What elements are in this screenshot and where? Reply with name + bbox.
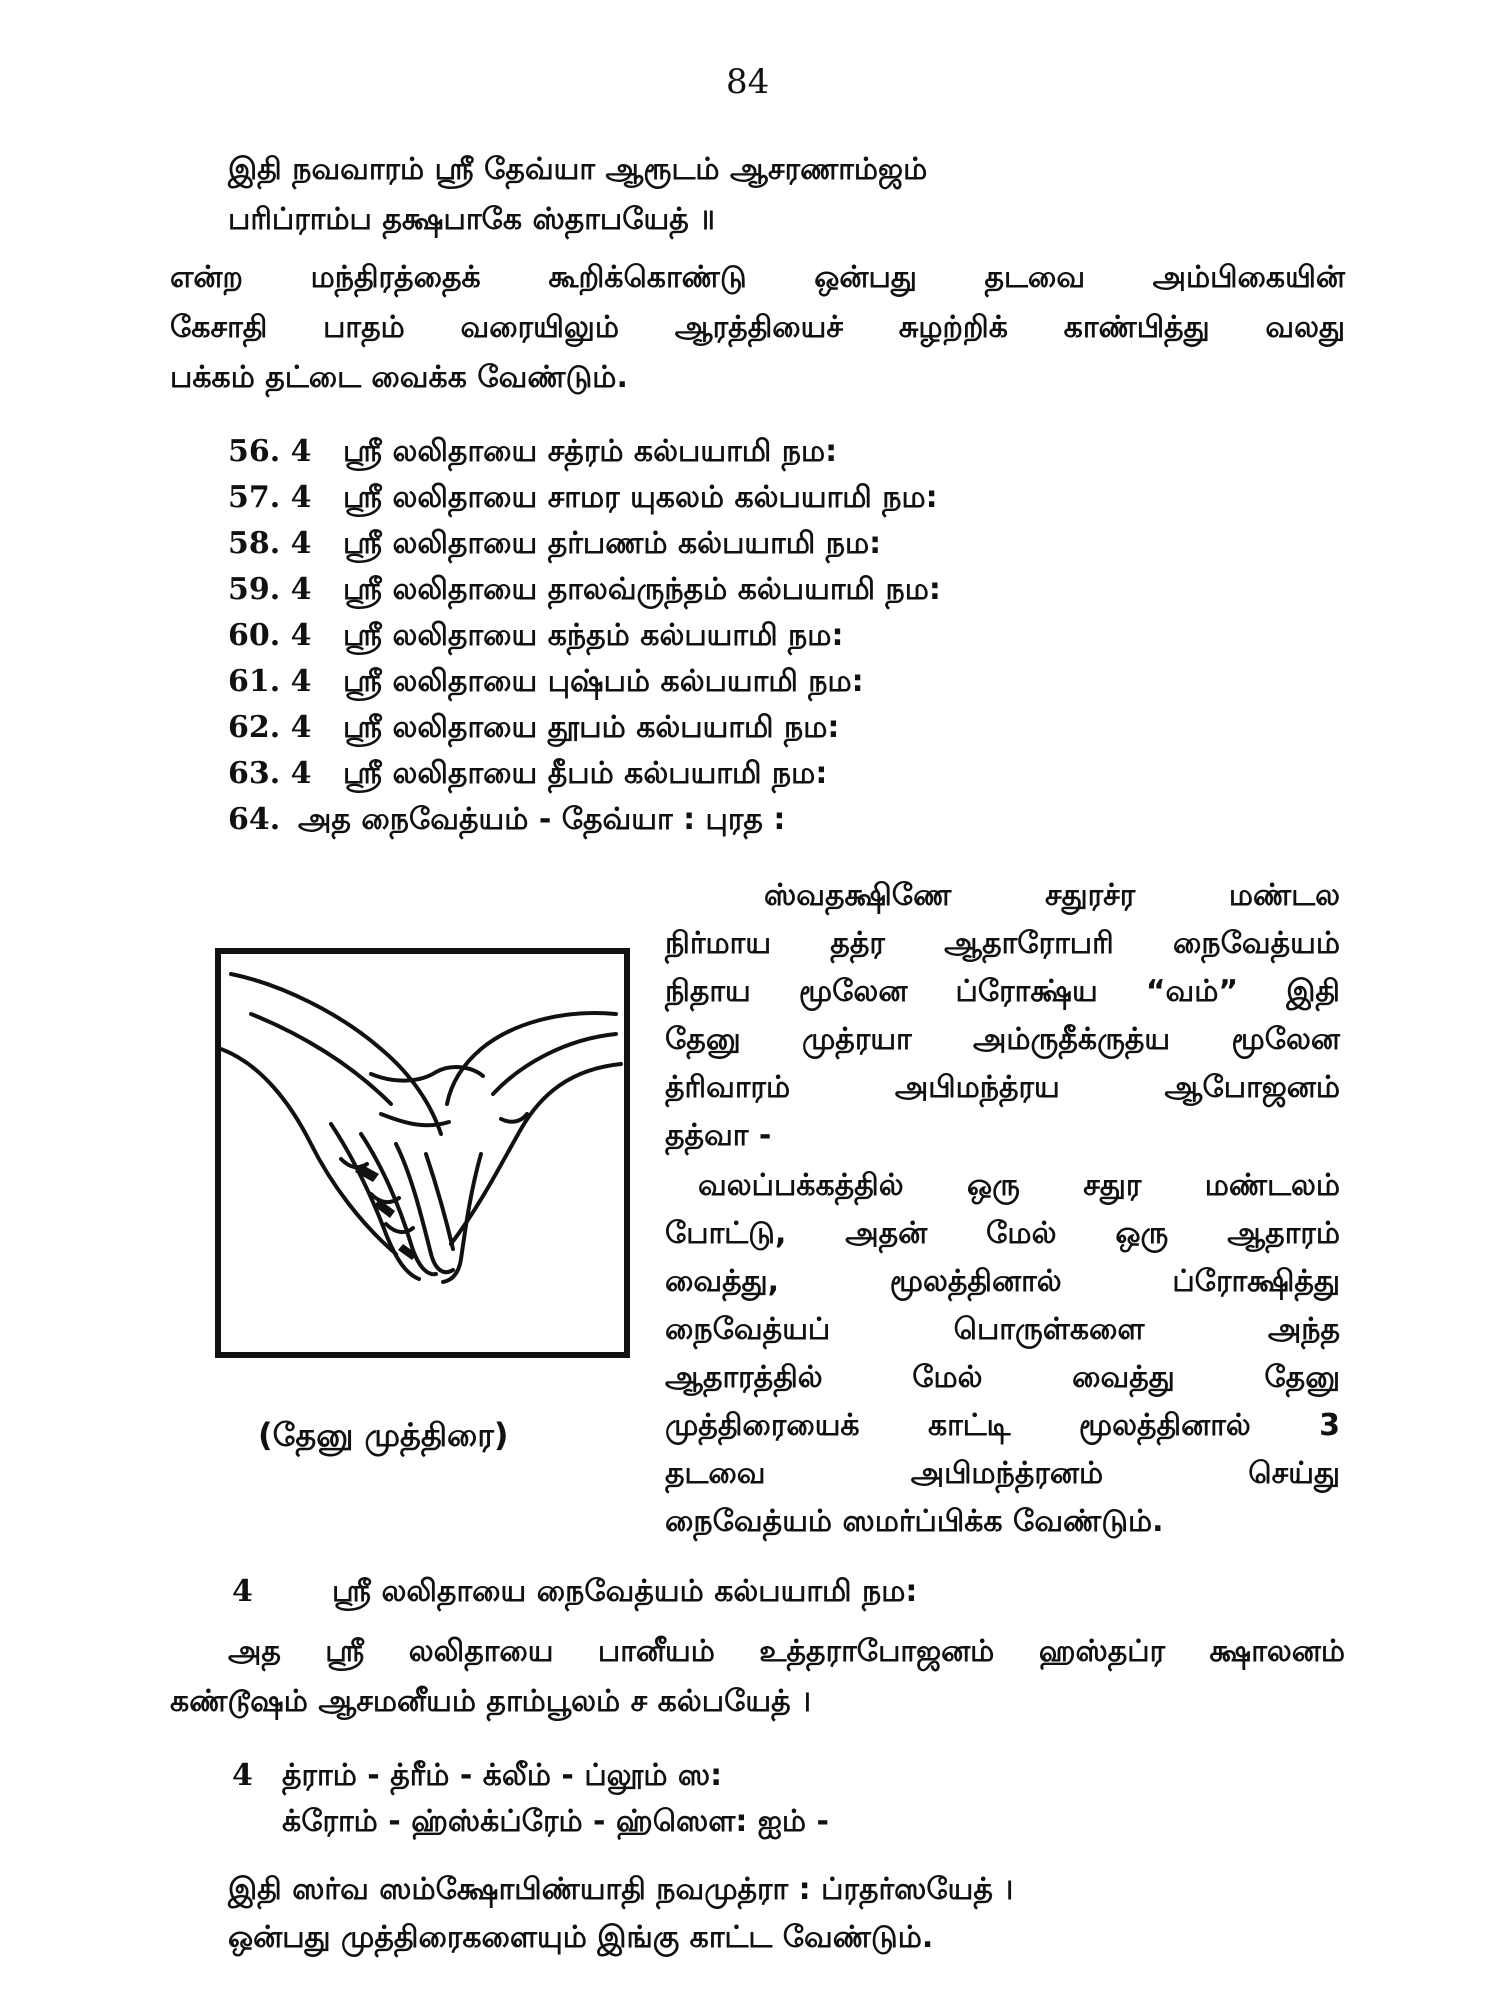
right-para2-line-7: தடவை அபிமந்த்ரனம் செய்து: [665, 1456, 1340, 1491]
mantra-text: ஸ்ரீ லலிதாயை சாமர யுகலம் கல்பயாமி நம:: [343, 480, 938, 515]
closing-line-1: இதி ஸர்வ ஸம்க்ஷோபிண்யாதி நவமுத்ரா : ப்ரதர்ஸயேத் ।: [228, 1872, 1014, 1907]
para2-line-1: அத ஸ்ரீ லலிதாயை பானீயம் உத்தராபோஜனம் ஹஸ்தப்ர க்ஷாலனம்: [228, 1634, 1345, 1669]
mantra-number: 56. 4: [228, 434, 312, 469]
mudra-illustration-frame: [215, 948, 630, 1358]
mantra-text: ஸ்ரீ லலிதாயை தூபம் கல்பயாமி நம:: [343, 710, 840, 745]
bija-line: [232, 1802, 829, 1842]
mantra-text: ஸ்ரீ லலிதாயை சத்ரம் கல்பயாமி நம:: [343, 434, 838, 469]
mantra-number: 63. 4: [228, 756, 312, 791]
naivedya-mantra-text: ஸ்ரீ லலிதாயை நைவேத்யம் கல்பயாமி நம:: [332, 1574, 918, 1609]
bija-number: 4: [232, 1758, 253, 1793]
mantra-number: 58. 4: [228, 526, 312, 561]
mantra-text: ஸ்ரீ லலிதாயை தர்பணம் கல்பயாமி நம:: [343, 526, 882, 561]
para1-line-2: கேசாதி பாதம் வரையிலும் ஆரத்தியைச் சுழற்றிக் காண்பித்து வலது: [170, 310, 1345, 345]
naivedya-mantra-line: [232, 1572, 917, 1612]
right-para2-line-2: போட்டு, அதன் மேல் ஒரு ஆதாரம்: [665, 1216, 1340, 1251]
right-para2-line-5: ஆதாரத்தில் மேல் வைத்து தேனு: [665, 1360, 1340, 1395]
right-para2-line-6: முத்திரையைக் காட்டி மூலத்தினால் 3: [665, 1408, 1340, 1443]
mantra-line: [228, 570, 941, 610]
mantra-text: அத நைவேத்யம் - தேவ்யா : புரத :: [298, 802, 786, 837]
page-number: 84: [726, 62, 770, 102]
para1-line-1: என்ற மந்திரத்தைக் கூறிக்கொண்டு ஒன்பது தடவை அம்பிகையின்: [170, 260, 1345, 295]
mantra-line: [228, 478, 938, 518]
mantra-text: ஸ்ரீ லலிதாயை தாலவ்ருந்தம் கல்பயாமி நம:: [343, 572, 941, 607]
right-para1-line-1: [698, 876, 1340, 916]
right-para1-line-4: தேனு முத்ரயா அம்ருதீக்ருத்ய மூலேன: [665, 1022, 1340, 1057]
para2-line-2: கண்டூஷம் ஆசமனீயம் தாம்பூலம் ச கல்பயேத் ।: [170, 1684, 812, 1719]
closing-line-2: ஒன்பது முத்திரைகளையும் இங்கு காட்ட வேண்டும்.: [228, 1920, 934, 1955]
right-para2-line-8: நைவேத்யம் ஸமர்ப்பிக்க வேண்டும்.: [665, 1504, 1164, 1539]
right-para1-line-2: நிர்மாய தத்ர ஆதாரோபரி நைவேத்யம்: [665, 926, 1340, 961]
right-para2-line-1: வலப்பக்கத்தில் ஒரு சதுர மண்டலம்: [698, 1168, 1340, 1203]
mantra-number: 64.: [228, 802, 281, 837]
mantra-line: [228, 432, 837, 472]
mantra-number: 60. 4: [228, 618, 312, 653]
mantra-number: 62. 4: [228, 710, 312, 745]
mantra-number: 59. 4: [228, 572, 312, 607]
mantra-line: [228, 708, 839, 748]
figure-caption: (தேனு முத்திரை): [258, 1416, 509, 1454]
intro-line-1: இதி நவவாரம் ஸ்ரீ தேவ்யா ஆரூடம் ஆசரணாம்ஜம்: [228, 152, 928, 187]
right-para2-line-3: வைத்து, மூலத்தினால் ப்ரோக்ஷித்து: [665, 1264, 1340, 1299]
right-para1-line-3: நிதாய மூலேன ப்ரோக்ஷ்ய “வம்” இதி: [665, 974, 1340, 1009]
naivedya-mantra-number: 4: [232, 1574, 253, 1609]
mantra-line: [228, 800, 785, 840]
mantra-number: 61. 4: [228, 664, 312, 699]
right-para1-line-6: தத்வா -: [665, 1118, 772, 1153]
intro-line-2: பரிப்ராம்ப தக்ஷபாகே ஸ்தாபயேத் ॥: [228, 202, 715, 237]
mantra-number: 57. 4: [228, 480, 312, 515]
bija-text: த்ராம் - த்ரீம் - க்லீம் - ப்லூம் ஸ:: [282, 1758, 723, 1793]
para1-line-3: பக்கம் தட்டை வைக்க வேண்டும்.: [170, 360, 628, 395]
right-para2-line-4: நைவேத்யப் பொருள்களை அந்த: [665, 1312, 1340, 1347]
right-para1-line-1-text: ஸ்வதக்ஷிணே சதுரச்ர மண்டல: [764, 878, 1340, 913]
mantra-line: [228, 524, 881, 564]
mantra-line: [228, 754, 827, 794]
mantra-text: ஸ்ரீ லலிதாயை கந்தம் கல்பயாமி நம:: [343, 618, 844, 653]
right-para1-line-5: த்ரிவாரம் அபிமந்த்ரய ஆபோஜனம்: [665, 1070, 1340, 1105]
mantra-text: ஸ்ரீ லலிதாயை தீபம் கல்பயாமி நம:: [343, 756, 828, 791]
mantra-text: ஸ்ரீ லலிதாயை புஷ்பம் கல்பயாமி நம:: [343, 664, 864, 699]
mantra-line: [228, 662, 864, 702]
dhenu-mudra-hands-icon: [221, 954, 624, 1352]
mantra-line: [228, 616, 843, 656]
bija-text: க்ரோம் - ஹ்ஸ்க்ப்ரேம் - ஹ்ஸௌ: ஐம் -: [282, 1804, 829, 1839]
bija-line: [232, 1756, 722, 1796]
